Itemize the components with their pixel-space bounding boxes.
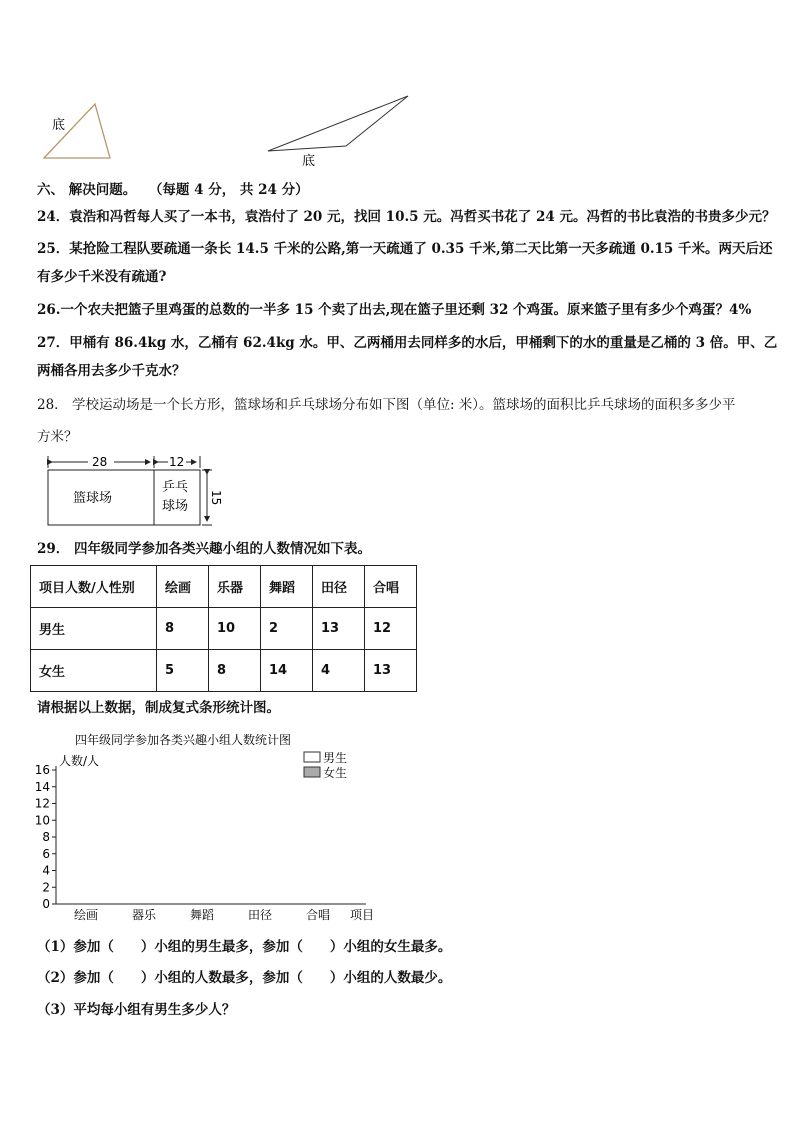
y-tick-label: 8 bbox=[42, 830, 50, 844]
chart-title: 四年级同学参加各类兴趣小组人数统计图 bbox=[75, 733, 292, 747]
y-tick-label: 16 bbox=[34, 763, 50, 777]
table-cell: 2 bbox=[261, 608, 313, 650]
dim-basket: 28 bbox=[92, 455, 108, 469]
question-27-line1: 27．甲桶有 86.4kg 水，乙桶有 62.4kg 水。甲、乙两桶用去同样多的水后，甲桶剩下的水的重量是乙桶的 3 倍。甲、乙 bbox=[37, 335, 778, 351]
question-29: 29． 四年级同学参加各类兴趣小组的人数情况如下表。 bbox=[37, 541, 371, 557]
section-header bbox=[37, 181, 309, 199]
x-axis-label: 项目 bbox=[350, 908, 375, 922]
table-cell: 8 bbox=[209, 650, 261, 692]
y-tick-label: 4 bbox=[42, 863, 50, 878]
triangle-1-label: 底 bbox=[52, 118, 66, 133]
table-cell: 4 bbox=[313, 650, 365, 692]
table-cell: 5 bbox=[157, 650, 209, 692]
triangle-figures bbox=[0, 90, 430, 170]
chart-instruction: 请根据以上数据，制成复式条形统计图。 bbox=[37, 700, 280, 716]
y-tick-label: 14 bbox=[34, 779, 50, 794]
y-tick-label: 10 bbox=[34, 813, 50, 828]
basketball-court-label: 篮球场 bbox=[73, 491, 113, 506]
y-tick-label: 12 bbox=[34, 796, 50, 811]
dim-pingpong: 12 bbox=[169, 455, 185, 469]
table-cell: 13 bbox=[365, 650, 417, 692]
question-28-line2: 方米？ bbox=[37, 429, 78, 445]
question-28-line1: 28． 学校运动场是一个长方形，篮球场和乒乓球场分布如下图（单位: 米）。篮球场的面积比乒乓球场的面积多多少平 bbox=[37, 397, 736, 413]
sub-question-1: （1）参加（ ）小组的男生最多，参加（ ）小组的女生最多。 bbox=[37, 939, 452, 955]
table-header-cell: 项目人数/人性别 bbox=[31, 566, 157, 608]
table-row bbox=[31, 608, 417, 650]
legend-label-girls: 女生 bbox=[323, 766, 348, 780]
table-cell: 男生 bbox=[31, 608, 157, 650]
question-24: 24．袁浩和冯哲每人买了一本书，袁浩付了 20 元，找回 10.5 元。冯哲买书花了 24 元。冯哲的书比袁浩的书贵多少元？ bbox=[37, 209, 776, 225]
x-category-label: 舞蹈 bbox=[190, 908, 215, 922]
question-25-line1: 25．某抢险工程队要疏通一条长 14.5 千米的公路,第一天疏通了 0.35 千米,第二天比第一天多疏通 0.15 千米。两天后还 bbox=[37, 241, 773, 257]
x-category-label: 器乐 bbox=[132, 908, 157, 922]
table-cell: 8 bbox=[157, 608, 209, 650]
table-cell: 12 bbox=[365, 608, 417, 650]
table-header-cell: 乐器 bbox=[209, 566, 261, 608]
table-row bbox=[31, 650, 417, 692]
legend-label-boys: 男生 bbox=[323, 751, 348, 765]
section-title: 六、 解决问题。 bbox=[37, 182, 137, 198]
y-axis-label: 人数/人 bbox=[59, 754, 100, 768]
dim-height: 15 bbox=[209, 490, 223, 506]
table-cell: 13 bbox=[313, 608, 365, 650]
x-category-label: 合唱 bbox=[306, 908, 331, 922]
pingpong-label-line1: 乒乓 bbox=[162, 480, 189, 495]
table-cell: 14 bbox=[261, 650, 313, 692]
y-tick-label: 6 bbox=[42, 846, 50, 861]
interest-group-table bbox=[30, 565, 417, 692]
sub-question-2: （2）参加（ ）小组的人数最多，参加（ ）小组的人数最少。 bbox=[37, 970, 452, 986]
table-header-row bbox=[31, 566, 417, 608]
bar-chart bbox=[0, 724, 400, 924]
triangle-2 bbox=[268, 96, 408, 151]
pingpong-court bbox=[154, 470, 200, 525]
table-cell: 女生 bbox=[31, 650, 157, 692]
table-header-cell: 绘画 bbox=[157, 566, 209, 608]
x-category-label: 绘画 bbox=[74, 908, 99, 922]
question-27-line2: 两桶各用去多少千克水？ bbox=[37, 363, 186, 379]
legend-swatch-girls bbox=[304, 767, 320, 777]
legend-swatch-boys bbox=[304, 752, 320, 762]
table-cell: 10 bbox=[209, 608, 261, 650]
section-score: （每题 4 分， 共 24 分） bbox=[148, 182, 309, 198]
x-category-label: 田径 bbox=[248, 908, 273, 922]
question-26: 26.一个农夫把篮子里鸡蛋的总数的一半多 15 个卖了出去,现在篮子里还剩 32 个鸡蛋。原来篮子里有多少个鸡蛋？4% bbox=[37, 302, 752, 318]
table-header-cell: 合唱 bbox=[365, 566, 417, 608]
pingpong-label-line2: 球场 bbox=[162, 499, 189, 514]
sub-question-3: （3）平均每小组有男生多少人？ bbox=[37, 1002, 236, 1018]
question-25-line2: 有多少千米没有疏通? bbox=[37, 269, 167, 285]
y-tick-label: 0 bbox=[42, 897, 50, 911]
sports-field-diagram bbox=[40, 452, 230, 530]
y-tick-label: 2 bbox=[42, 880, 50, 895]
triangle-2-label: 底 bbox=[302, 154, 316, 169]
table-header-cell: 舞蹈 bbox=[261, 566, 313, 608]
table-header-cell: 田径 bbox=[313, 566, 365, 608]
